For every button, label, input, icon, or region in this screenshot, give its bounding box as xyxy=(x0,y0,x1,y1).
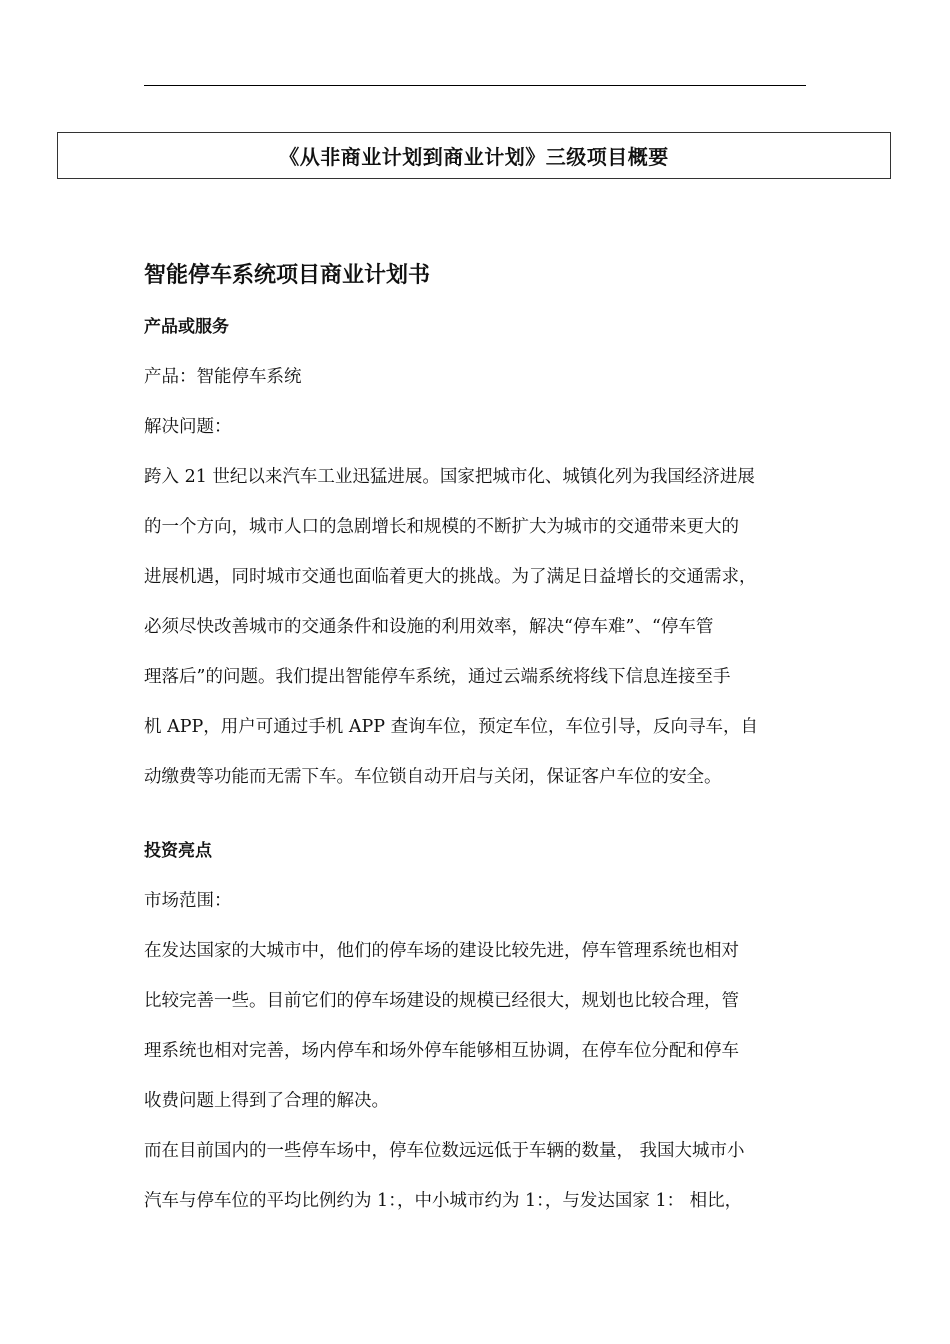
paragraph-line: 机 APP，用户可通过手机 APP 查询车位，预定车位，车位引导，反向寻车，自 xyxy=(144,717,759,737)
summary-banner xyxy=(57,132,891,179)
problem-label: 解决问题： xyxy=(144,417,232,437)
paragraph-line: 而在目前国内的一些停车场中，停车位数远远低于车辆的数量， 我国大城市小 xyxy=(144,1141,745,1161)
paragraph-line: 动缴费等功能而无需下车。车位锁自动开启与关闭，保证客户车位的安全。 xyxy=(144,767,722,787)
market-paragraph-2 xyxy=(144,1126,808,1226)
problem-paragraph xyxy=(144,452,808,802)
paragraph-line: 跨入 21 世纪以来汽车工业迅猛进展。国家把城市化、城镇化列为我国经济进展 xyxy=(144,467,755,487)
paragraph-line: 在发达国家的大城市中，他们的停车场的建设比较先进，停车管理系统也相对 xyxy=(144,941,739,961)
paragraph-line: 进展机遇，同时城市交通也面临着更大的挑战。为了满足日益增长的交通需求， xyxy=(144,567,757,587)
market-label: 市场范围： xyxy=(144,891,232,911)
product-line: 产品：智能停车系统 xyxy=(144,367,302,387)
paragraph-line: 理落后”的问题。我们提出智能停车系统，通过云端系统将线下信息连接至手 xyxy=(144,667,731,687)
document-title: 智能停车系统项目商业计划书 xyxy=(144,263,431,288)
banner-title: 《从非商业计划到商业计划》三级项目概要 xyxy=(279,145,669,169)
paragraph-line: 比较完善一些。目前它们的停车场建设的规模已经很大，规划也比较合理，管 xyxy=(144,991,739,1011)
paragraph-line: 汽车与停车位的平均比例约为 1：，中小城市约为 1：，与发达国家 1： 相比， xyxy=(144,1191,743,1211)
section-heading-product: 产品或服务 xyxy=(144,317,229,337)
document-body xyxy=(144,250,808,1226)
market-paragraph-1 xyxy=(144,926,808,1126)
paragraph-line: 的一个方向，城市人口的急剧增长和规模的不断扩大为城市的交通带来更大的 xyxy=(144,517,739,537)
paragraph-line: 收费问题上得到了合理的解决。 xyxy=(144,1091,389,1111)
paragraph-line: 必须尽快改善城市的交通条件和设施的利用效率，解决“停车难”、“停车管 xyxy=(144,617,714,637)
section-heading-investment: 投资亮点 xyxy=(144,841,212,861)
header-rule xyxy=(144,85,806,86)
section-gap xyxy=(144,802,808,826)
paragraph-line: 理系统也相对完善，场内停车和场外停车能够相互协调，在停车位分配和停车 xyxy=(144,1041,739,1061)
